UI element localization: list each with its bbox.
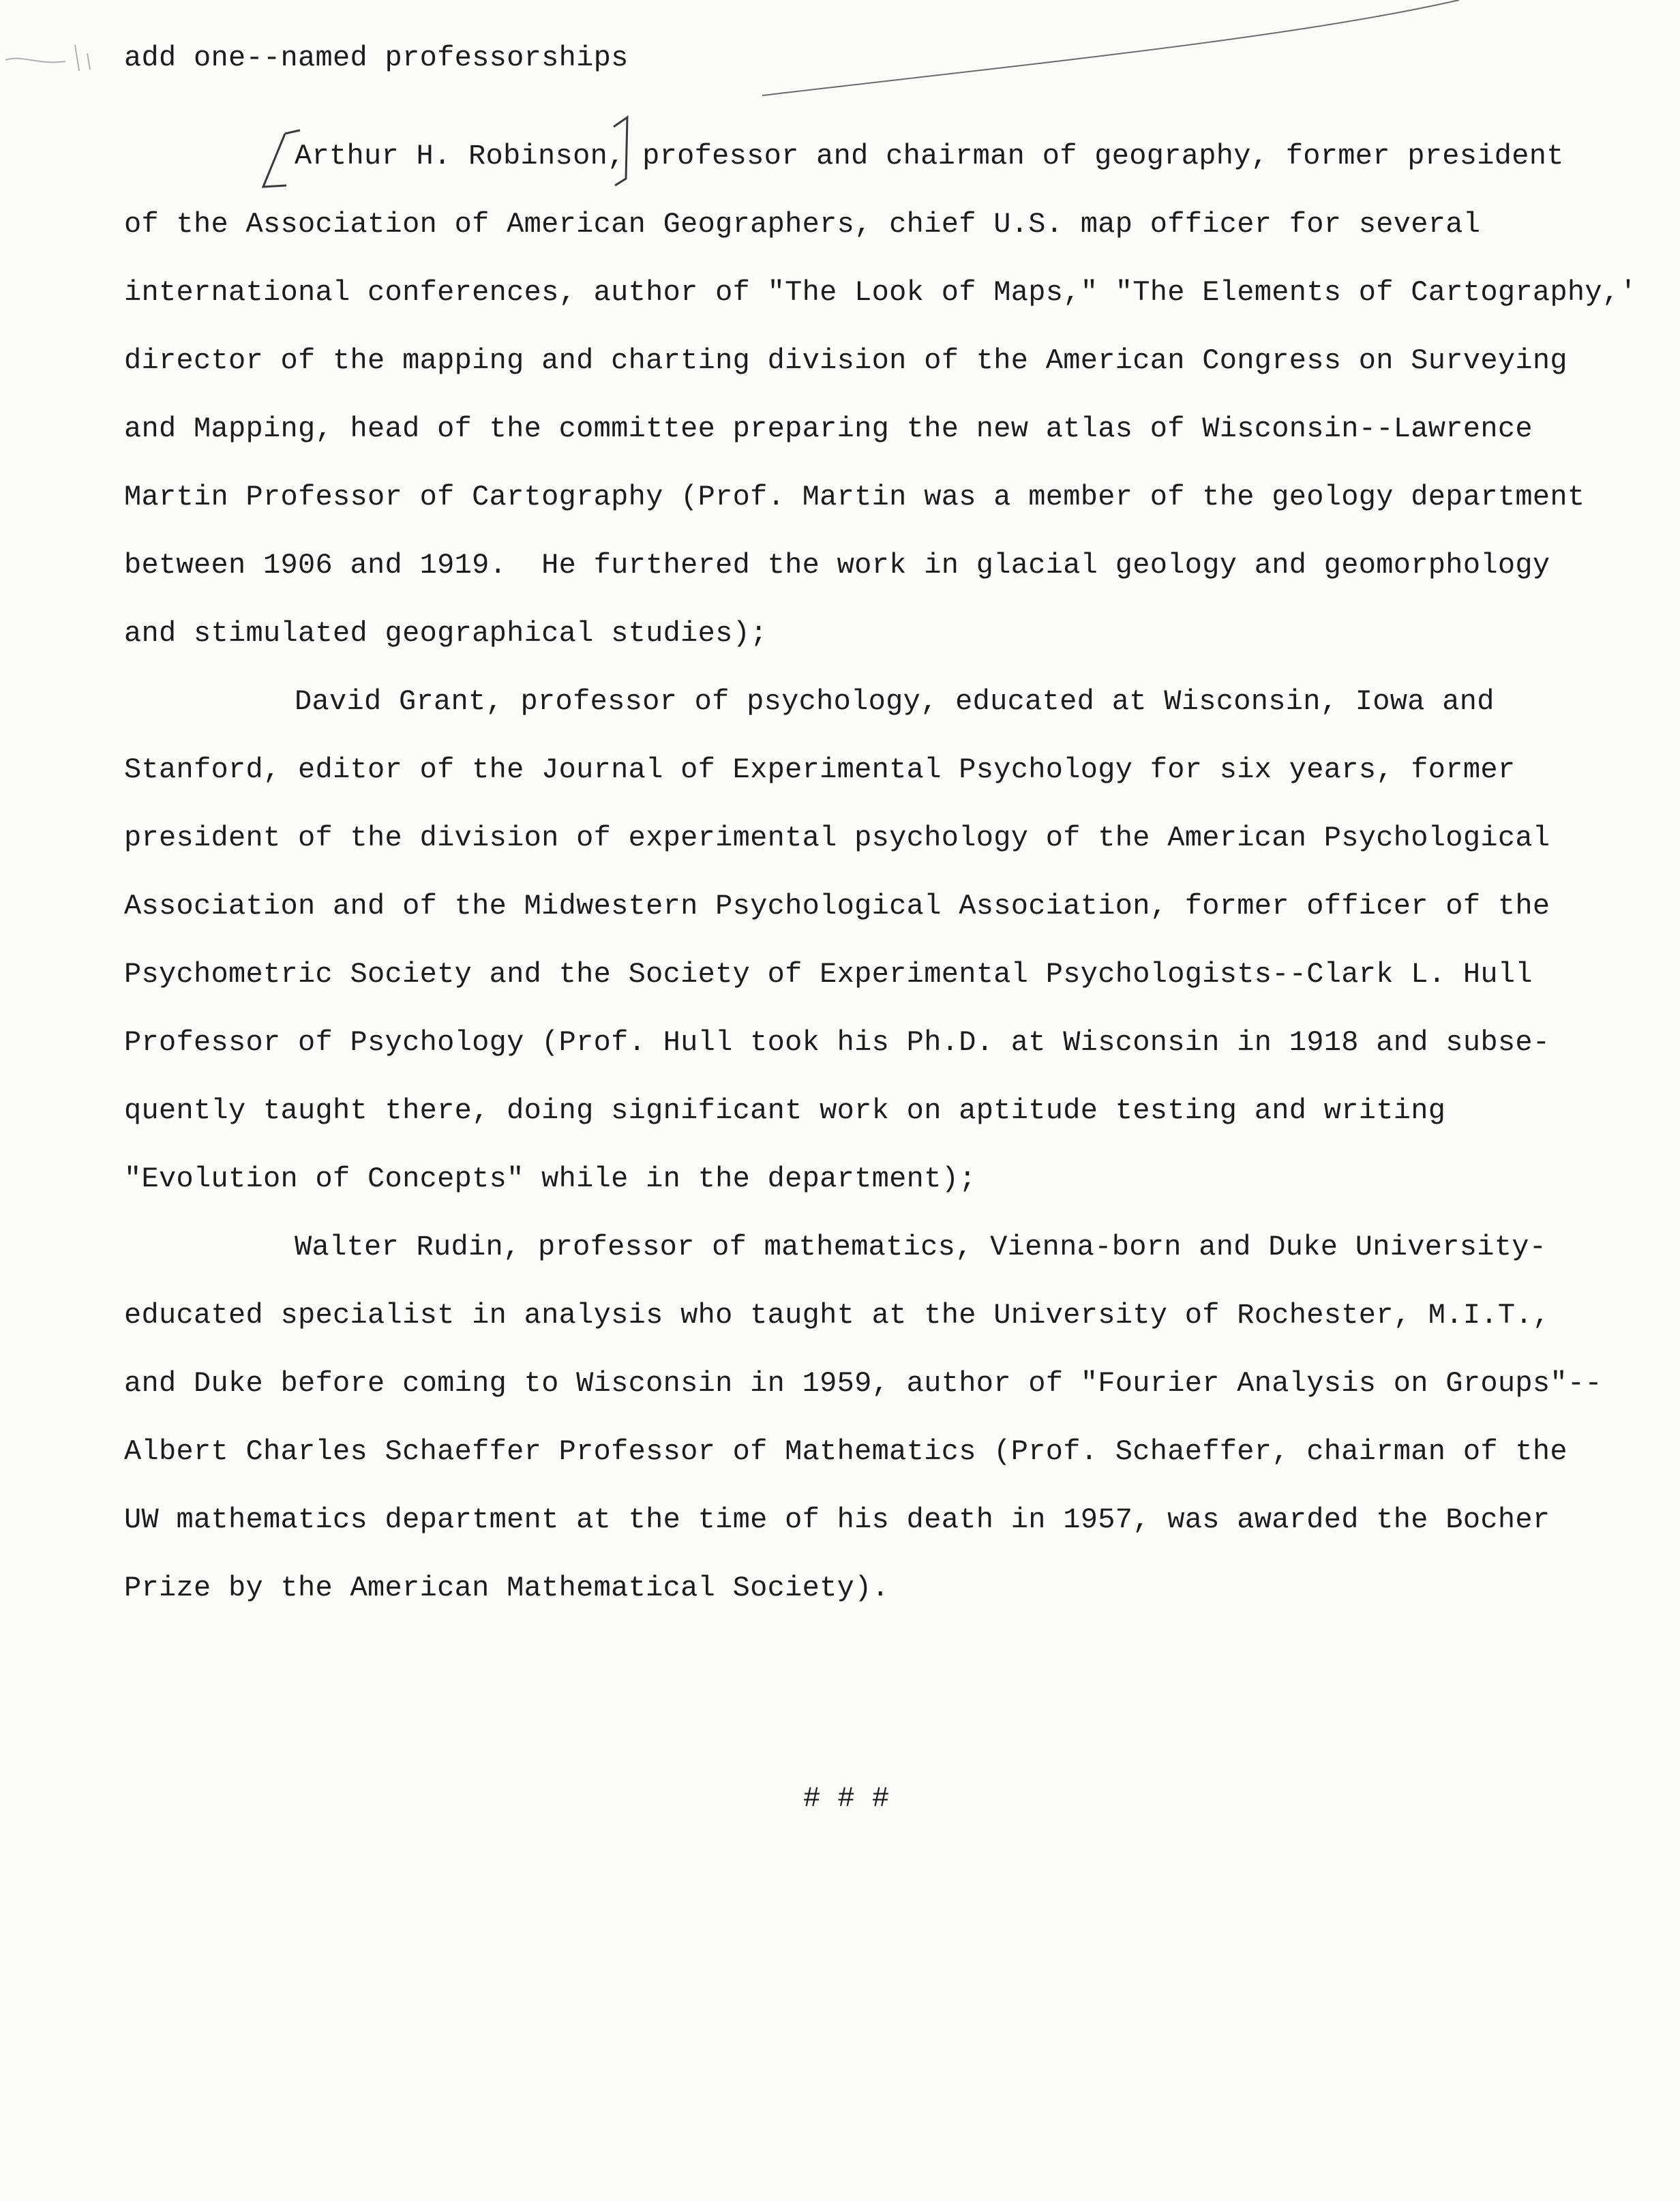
paragraph-2-line-1: David Grant, professor of psychology, educated at Wisconsin, Iowa and (295, 685, 1495, 718)
paragraph-2-line-2: Stanford, editor of the Journal of Experimental Psychology for six years, former (124, 753, 1516, 786)
honoree-name: Arthur H. Robinson, (295, 140, 625, 173)
paragraph-2-line-4: Association and of the Midwestern Psychological Association, former officer of the (124, 890, 1550, 923)
paragraph-3-line-2: educated specialist in analysis who taught at the University of Rochester, M.I.T., (124, 1299, 1550, 1332)
paragraph-3-line-3: and Duke before coming to Wisconsin in 1959, author of "Fourier Analysis on Groups"-- (124, 1367, 1602, 1400)
paragraph-1-line-8: and stimulated geographical studies); (124, 617, 768, 650)
paragraph-1-line-6: Martin Professor of Cartography (Prof. Martin was a member of the geology department (124, 481, 1585, 513)
paragraph-2-line-3: president of the division of experimental psychology of the American Psychological (124, 822, 1550, 854)
paragraph-2-line-8: "Evolution of Concepts" while in the department); (124, 1163, 976, 1195)
header-note: add one--named professorships (124, 42, 629, 74)
paragraph-2-line-5: Psychometric Society and the Society of Experimental Psychologists--Clark L. Hull (124, 958, 1533, 991)
paragraph-2-line-6: Professor of Psychology (Prof. Hull took his Ph.D. at Wisconsin in 1918 and subse- (124, 1026, 1550, 1059)
paper-edge-smudge (5, 45, 90, 71)
end-mark: # # # (803, 1782, 890, 1815)
paragraph-3-line-1: Walter Rudin, professor of mathematics, Vienna-born and Duke University- (295, 1231, 1547, 1263)
paragraph-1-line-3: international conferences, author of "The Look of Maps," "The Elements of Cartography,' (124, 276, 1637, 309)
paragraph-3-line-5: UW mathematics department at the time of his death in 1957, was awarded the Bocher (124, 1503, 1550, 1536)
paragraph-2-line-7: quently taught there, doing significant work on aptitude testing and writing (124, 1094, 1446, 1127)
paragraph-3-line-6: Prize by the American Mathematical Society). (124, 1572, 890, 1604)
paragraph-1-line-2: of the Association of American Geographers, chief U.S. map officer for several (124, 208, 1481, 241)
paragraph-1-line-1: Arthur H. Robinson, professor and chairman of geography, former president (295, 140, 1564, 173)
paragraph-1-line-5: and Mapping, head of the committee preparing the new atlas of Wisconsin--Lawrence (124, 413, 1533, 445)
paragraph-3-line-4: Albert Charles Schaeffer Professor of Mathematics (Prof. Schaeffer, chairman of the (124, 1435, 1567, 1468)
pencil-line-top-right (762, 0, 1459, 95)
paragraph-1-line-7: between 1906 and 1919. He furthered the work in glacial geology and geomorphology (124, 549, 1550, 582)
paragraph-1-line-4: director of the mapping and charting division of the American Congress on Surveying (124, 344, 1567, 377)
